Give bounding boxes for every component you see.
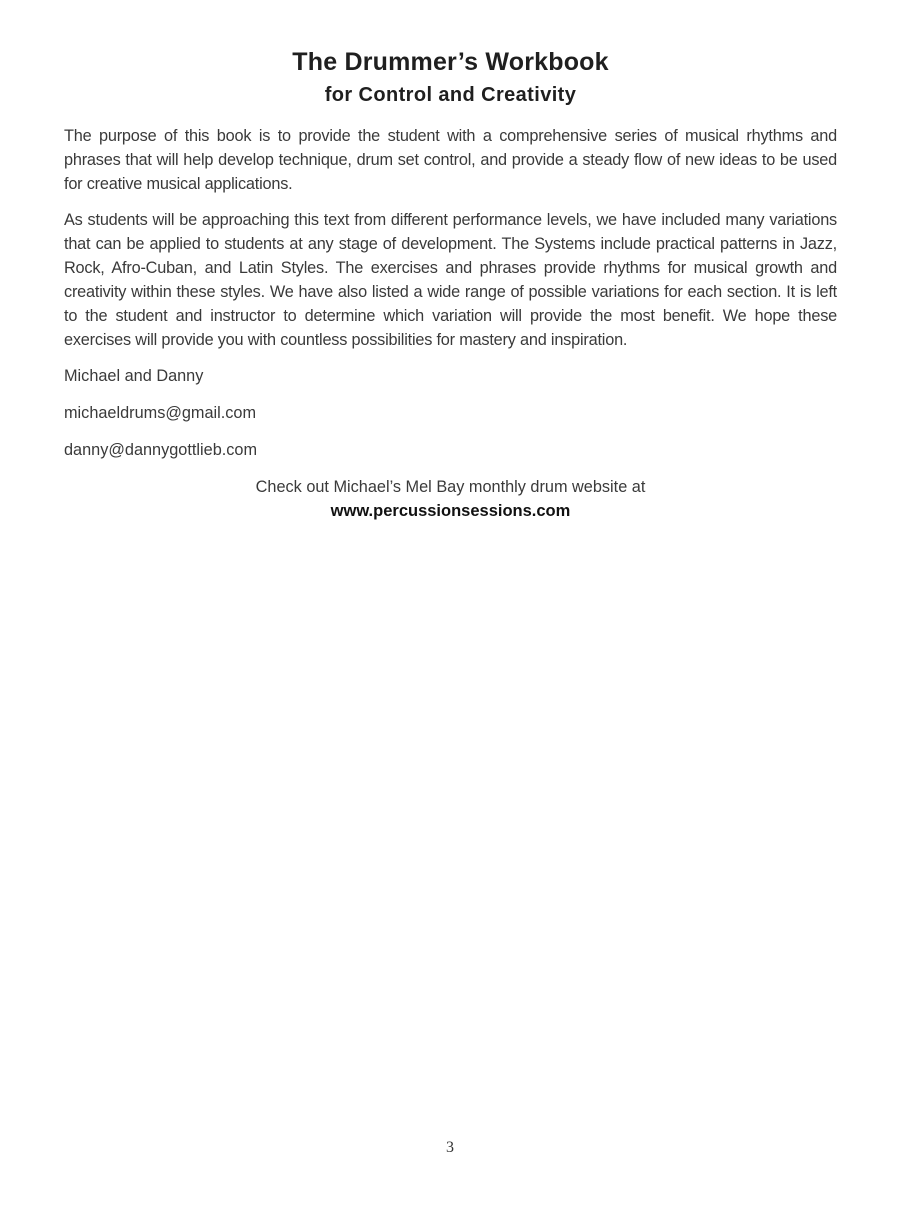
- intro-paragraph-1: The purpose of this book is to provide the student with a comprehensive series of musical rhythms and phrases that will help develop technique, drum set control, and provide a steady flow of new ideas to be used for creative musical applications.: [64, 127, 837, 193]
- page-title: The Drummer’s Workbook: [292, 48, 609, 76]
- signature-names: Michael and Danny: [64, 367, 204, 385]
- email-danny: danny@dannygottlieb.com: [64, 441, 258, 459]
- website-promo-text: Check out Michael’s Mel Bay monthly drum website at: [255, 478, 646, 496]
- page-number: 3: [446, 1139, 454, 1156]
- page-content: [64, 44, 837, 523]
- email-michael: michaeldrums@gmail.com: [64, 404, 257, 422]
- intro-paragraph-2: As students will be approaching this text from different performance levels, we have included many variations that can be applied to students at any stage of development. The Systems include practical patterns in Jazz, Rock, Afro-Cuban, and Latin Styles. The exercises and phrases provide rhythms for musical growth and creativity within these styles. We have also listed a wide range of possible variations for each section. It is left to the student and instructor to determine which variation will provide the most benefit. We hope these exercises will provide you with countless possibilities for mastery and inspiration.: [64, 211, 837, 349]
- page-subtitle: for Control and Creativity: [324, 84, 577, 106]
- website-link: www.percussionsessions.com: [330, 502, 571, 520]
